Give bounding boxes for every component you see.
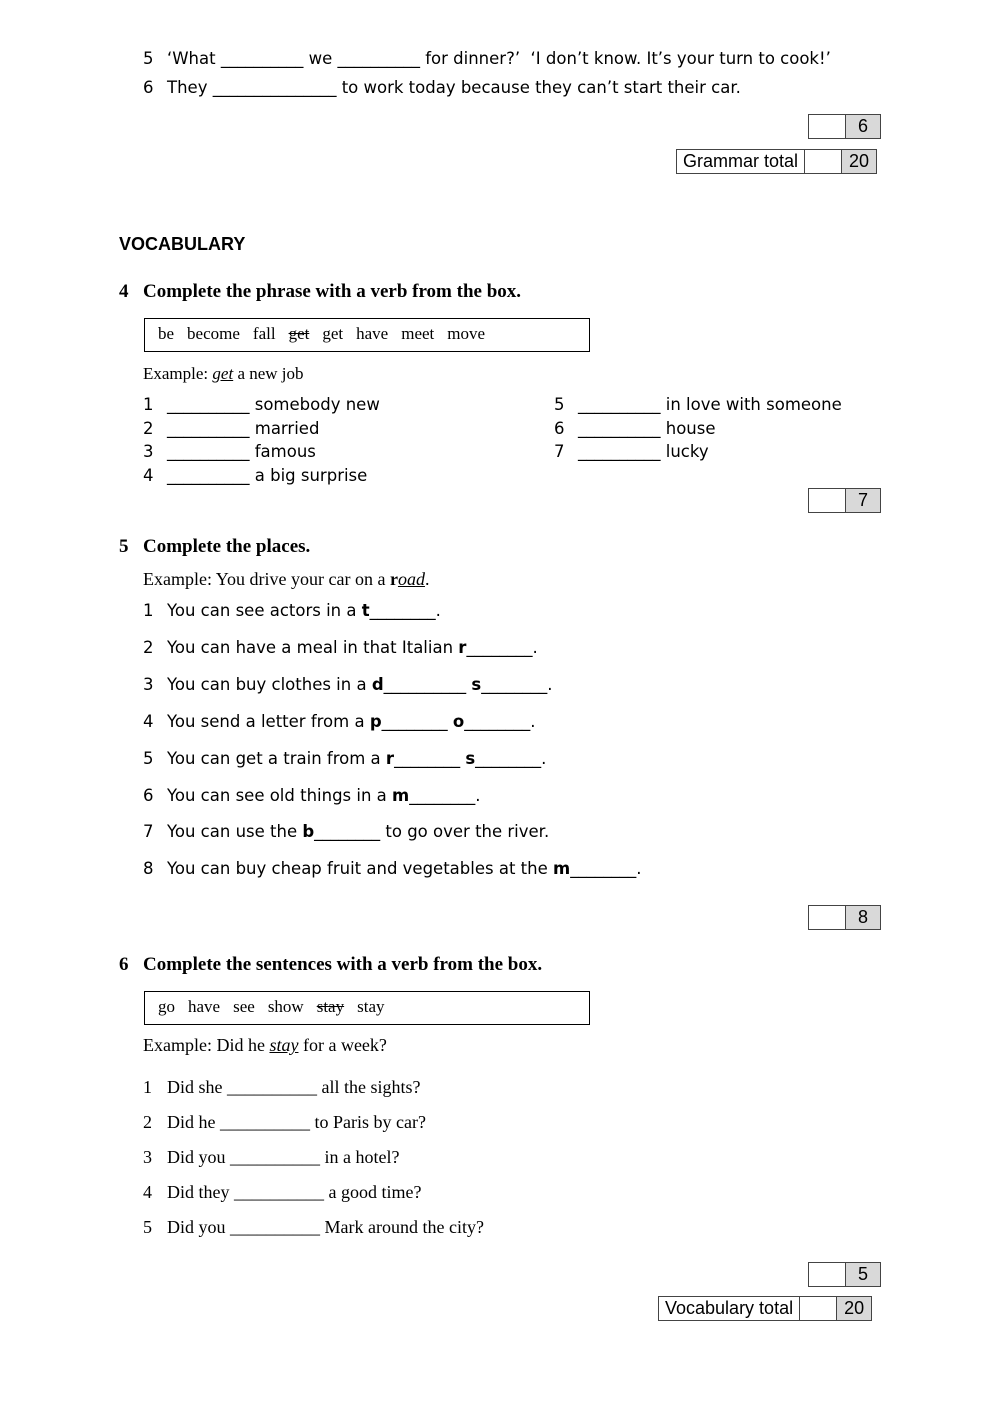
ex5-item: 8 You can buy cheap fruit and vegetables at the m________. bbox=[143, 859, 642, 878]
score-max-cell: 6 bbox=[845, 114, 881, 139]
word-box bbox=[144, 318, 590, 352]
ex5-item: 4 You send a letter from a p________ o________. bbox=[143, 712, 536, 731]
ex4-item: 5 __________ in love with someone bbox=[554, 395, 842, 414]
ex6-score-box bbox=[808, 1262, 881, 1287]
vocabulary-total-box bbox=[658, 1296, 872, 1321]
example-line: Example: You drive your car on a road. bbox=[143, 569, 430, 589]
ex6-item: 1 Did she __________ all the sights? bbox=[143, 1077, 421, 1097]
ex4-item: 2 __________ married bbox=[143, 419, 320, 438]
example-line: Example: Did he stay for a week? bbox=[143, 1035, 387, 1055]
exercise-5-instruction: 5 Complete the places. bbox=[119, 536, 311, 557]
ex5-item: 6 You can see old things in a m________. bbox=[143, 786, 481, 805]
section-title: VOCABULARY bbox=[119, 234, 246, 254]
word-box bbox=[144, 991, 590, 1025]
ex5-item: 2 You can have a meal in that Italian r________. bbox=[143, 638, 538, 657]
ex4-item: 3 __________ famous bbox=[143, 442, 316, 461]
score-max-cell: 8 bbox=[845, 905, 881, 930]
grammar-item-6: 6 They _______________ to work today because they can’t start their car. bbox=[143, 78, 741, 97]
exercise-4-instruction: 4 Complete the phrase with a verb from the box. bbox=[119, 281, 522, 302]
ex6-item: 2 Did he __________ to Paris by car? bbox=[143, 1112, 426, 1132]
score-blank-cell[interactable] bbox=[804, 149, 841, 174]
ex4-score-box bbox=[808, 488, 881, 513]
score-max-cell: 5 bbox=[845, 1262, 881, 1287]
example-line: Example: get a new job bbox=[143, 364, 304, 383]
ex6-item: 5 Did you __________ Mark around the city? bbox=[143, 1217, 484, 1237]
score-blank-cell[interactable] bbox=[808, 905, 845, 930]
ex6-item: 4 Did they __________ a good time? bbox=[143, 1182, 422, 1202]
ex5-item: 3 You can buy clothes in a d__________ s________. bbox=[143, 675, 553, 694]
ex5-item: 1 You can see actors in a t________. bbox=[143, 601, 441, 620]
word-box-list: go have see show stay stay bbox=[158, 997, 385, 1016]
used-word: stay bbox=[316, 997, 345, 1016]
score-blank-cell[interactable] bbox=[808, 1262, 845, 1287]
ex5-item: 5 You can get a train from a r________ s________. bbox=[143, 749, 547, 768]
grammar-score-box bbox=[808, 114, 881, 139]
score-blank-cell[interactable] bbox=[799, 1296, 836, 1321]
score-max-cell: 7 bbox=[845, 488, 881, 513]
ex4-item: 1 __________ somebody new bbox=[143, 395, 380, 414]
ex5-item: 7 You can use the b________ to go over the river. bbox=[143, 822, 550, 841]
exercise-6-instruction: 6 Complete the sentences with a verb from the box. bbox=[119, 954, 543, 975]
ex6-item: 3 Did you __________ in a hotel? bbox=[143, 1147, 400, 1167]
score-max-cell: 20 bbox=[841, 149, 877, 174]
score-blank-cell[interactable] bbox=[808, 488, 845, 513]
ex5-score-box bbox=[808, 905, 881, 930]
ex4-item: 6 __________ house bbox=[554, 419, 716, 438]
ex4-item: 4 __________ a big surprise bbox=[143, 466, 368, 485]
ex4-item: 7 __________ lucky bbox=[554, 442, 709, 461]
vocabulary-total-label: Vocabulary total bbox=[658, 1296, 799, 1321]
grammar-total-label: Grammar total bbox=[676, 149, 804, 174]
word-box-list: be become fall get get have meet move bbox=[158, 324, 486, 343]
used-word: get bbox=[288, 324, 310, 343]
score-max-cell: 20 bbox=[836, 1296, 872, 1321]
grammar-total-box bbox=[676, 149, 877, 174]
grammar-item-5: 5 ‘What __________ we __________ for dinner?’ ‘I don’t know. It’s your turn to cook!’ bbox=[143, 49, 831, 68]
score-blank-cell[interactable] bbox=[808, 114, 845, 139]
